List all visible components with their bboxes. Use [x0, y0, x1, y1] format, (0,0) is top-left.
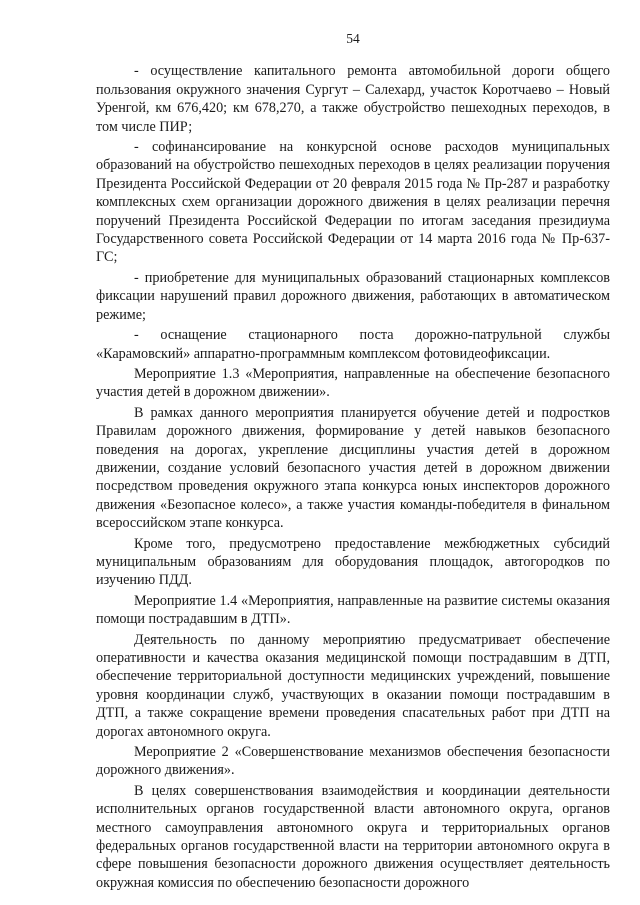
paragraph: - оснащение стационарного поста дорожно-патрульной службы «Карамовский» аппаратно-программным комплексом фотовидеофиксации.	[96, 327, 610, 362]
paragraph: В рамках данного мероприятия планируется обучение детей и подростков Правилам дорожного движения, формирование у детей навыков безопасного поведения на дорогах, укрепление дисциплины участия детей в дорожном движении, создание условий безопасного участия детей в дорожном движении посредством проведения окружного этапа конкурса юных инспекторов дорожного движения «Безопасное колесо», а также участия команды-победителя в финальном всероссийском этапе конкурса.	[96, 404, 610, 532]
paragraph: Кроме того, предусмотрено предоставление межбюджетных субсидий муниципальным образованиям для оборудования площадок, автогородков по изучению ПДД.	[96, 535, 610, 589]
paragraph: - осуществление капитального ремонта автомобильной дороги общего пользования окружного значения Сургут – Салехард, участок Коротчаево – Новый Уренгой, км 676,420; км 678,270, а также обустройство пешеходных переходов, в том числе ПИР;	[96, 63, 610, 135]
page-number: 54	[346, 31, 360, 46]
paragraph: - приобретение для муниципальных образований стационарных комплексов фиксации нарушений правил дорожного движения, работающих в автоматическом режиме;	[96, 269, 610, 323]
paragraph: Мероприятие 1.4 «Мероприятия, направленные на развитие системы оказания помощи пострадавшим в ДТП».	[96, 592, 610, 628]
paragraph: - софинансирование на конкурсной основе расходов муниципальных образований на обустройство пешеходных переходов в целях реализации поручения Президента Российской Федерации от 20 февраля 2015 года № Пр-287 и разработку комплексных схем организации дорожного движения в целях реализации перечня поручений Президента Российской Федерации по итогам заседания президиума Государственного совета Российской Федерации от 14 марта 2016 года № Пр-637-ГС;	[96, 139, 610, 266]
paragraph: Мероприятие 1.3 «Мероприятия, направленные на обеспечение безопасного участия детей в дорожном движении».	[96, 365, 610, 401]
paragraph: Деятельность по данному мероприятию предусматривает обеспечение оперативности и качества оказания медицинской помощи пострадавшим в ДТП, обеспечение территориальной доступности медицинских учреждений, повышение уровня координации служб, участвующих в оказании помощи пострадавшим в ДТП, а также сокращение времени проведения спасательных работ при ДТП на дорогах автономного округа.	[96, 631, 610, 740]
paragraph: В целях совершенствования взаимодействия и координации деятельности исполнительных органов государственной власти автономного округа, органов местного самоуправления автономного округа и территориальных органов федеральных органов государственной власти на территории автономного округа в сфере повышения безопасности дорожного движения осуществляет деятельность окружная комиссия по обеспечению безопасности дорожного	[96, 782, 610, 891]
document-page	[96, 30, 610, 894]
paragraph: Мероприятие 2 «Совершенствование механизмов обеспечения безопасности дорожного движения».	[96, 744, 610, 779]
